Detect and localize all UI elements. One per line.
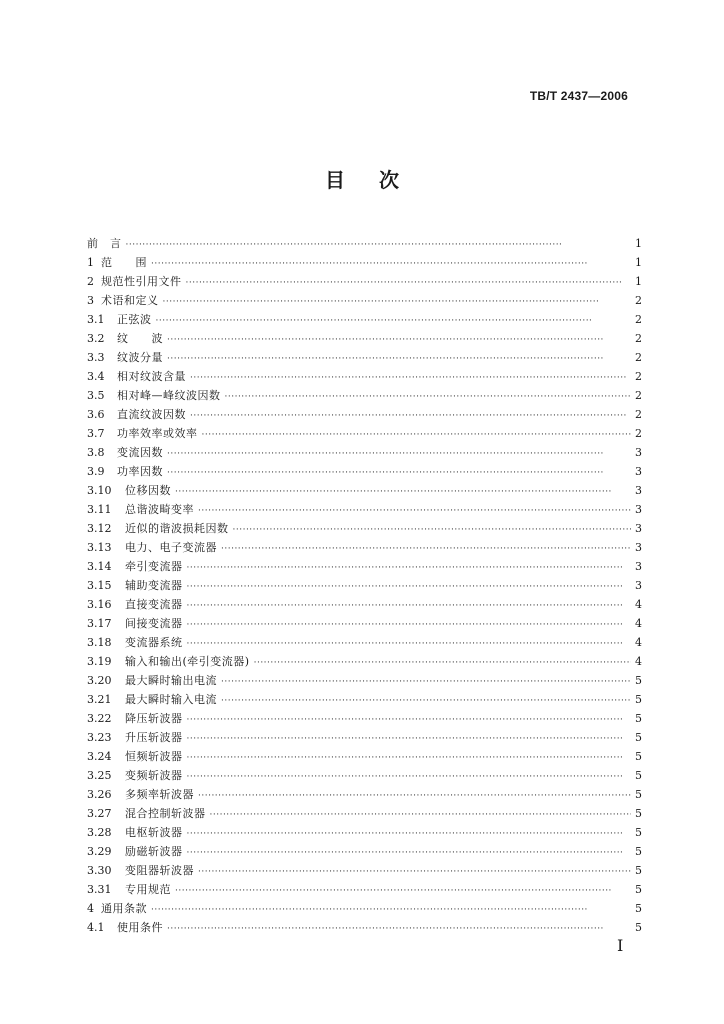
toc-entry-label: 牵引变流器 (125, 560, 183, 573)
toc-entry-label: 电力、电子变流器 (125, 541, 217, 554)
dot-leader (187, 844, 632, 863)
toc-entry-page: 5 (635, 921, 642, 934)
page-title (0, 164, 724, 193)
toc-entry[interactable] (87, 899, 642, 918)
toc-entry[interactable] (87, 633, 642, 652)
table-of-contents (87, 234, 642, 937)
toc-entry-label: 恒频斩波器 (125, 750, 183, 763)
toc-entry[interactable] (87, 804, 642, 823)
toc-entry-page: 5 (635, 902, 642, 915)
toc-entry-label: 相对峰—峰纹波因数 (117, 389, 221, 402)
toc-entry[interactable] (87, 766, 642, 785)
toc-entry[interactable] (87, 329, 642, 348)
dot-leader (167, 445, 631, 464)
toc-entry-label: 变流因数 (117, 446, 163, 459)
dot-leader (186, 274, 632, 293)
toc-entry-label: 前 言 (87, 237, 122, 250)
toc-entry-number: 3.10 (87, 484, 112, 497)
toc-entry-page: 4 (635, 655, 642, 668)
toc-entry-number: 1 (87, 256, 94, 269)
dot-leader (221, 692, 631, 711)
dot-leader (233, 521, 632, 540)
toc-entry-page: 3 (635, 541, 642, 554)
toc-entry-number: 3.17 (87, 617, 112, 630)
toc-entry-page: 5 (635, 845, 642, 858)
toc-entry-number: 3.5 (87, 389, 105, 402)
toc-entry-page: 2 (635, 294, 642, 307)
toc-entry-number: 3.22 (87, 712, 112, 725)
toc-entry-number: 3.2 (87, 332, 105, 345)
dot-leader (198, 502, 631, 521)
toc-entry-label: 近似的谐波损耗因数 (125, 522, 229, 535)
toc-entry-page: 5 (635, 769, 642, 782)
toc-entry[interactable] (87, 443, 642, 462)
dot-leader (187, 635, 632, 654)
dot-leader (187, 749, 632, 768)
toc-entry[interactable] (87, 348, 642, 367)
toc-entry-page: 2 (635, 313, 642, 326)
dot-leader (225, 388, 632, 407)
toc-entry-number: 3.29 (87, 845, 112, 858)
toc-entry-number: 3.31 (87, 883, 112, 896)
dot-leader (175, 882, 631, 901)
toc-entry-page: 1 (635, 237, 642, 250)
toc-entry-number: 3.18 (87, 636, 112, 649)
toc-entry-page: 2 (635, 351, 642, 364)
toc-entry-page: 3 (635, 503, 642, 516)
toc-entry[interactable] (87, 481, 642, 500)
toc-entry-page: 3 (635, 446, 642, 459)
toc-entry-number: 3.14 (87, 560, 112, 573)
dot-leader (187, 730, 632, 749)
title-char: 目 (325, 168, 345, 192)
toc-entry-label: 最大瞬时输出电流 (125, 674, 217, 687)
dot-leader (190, 407, 631, 426)
toc-entry-label: 功率因数 (117, 465, 163, 478)
toc-entry[interactable] (87, 367, 642, 386)
toc-entry-number: 3.9 (87, 465, 105, 478)
toc-entry-label: 纹 波 (117, 332, 163, 345)
toc-entry-number: 3.23 (87, 731, 112, 744)
toc-entry[interactable] (87, 671, 642, 690)
toc-entry[interactable] (87, 690, 642, 709)
toc-entry-label: 专用规范 (125, 883, 171, 896)
toc-entry-number: 3.1 (87, 313, 105, 326)
toc-entry[interactable] (87, 614, 642, 633)
toc-entry-page: 1 (635, 256, 642, 269)
dot-leader (167, 464, 631, 483)
dot-leader (221, 540, 631, 559)
toc-entry[interactable] (87, 823, 642, 842)
dot-leader (151, 255, 631, 274)
dot-leader (175, 483, 631, 502)
dot-leader (167, 920, 631, 939)
toc-entry-number: 3.25 (87, 769, 112, 782)
toc-entry-page: 5 (635, 712, 642, 725)
title-char: 次 (379, 168, 399, 192)
toc-entry-number: 3.19 (87, 655, 112, 668)
dot-leader (202, 426, 632, 445)
toc-entry[interactable] (87, 538, 642, 557)
standard-code: TB/T 2437—2006 (529, 89, 628, 103)
toc-entry[interactable] (87, 709, 642, 728)
toc-entry-label: 励磁斩波器 (125, 845, 183, 858)
toc-entry[interactable] (87, 918, 642, 937)
toc-entry-number: 3.30 (87, 864, 112, 877)
dot-leader (156, 312, 632, 331)
toc-entry[interactable] (87, 424, 642, 443)
toc-entry-page: 5 (635, 788, 642, 801)
toc-entry-page: 5 (635, 826, 642, 839)
toc-entry-page: 4 (635, 636, 642, 649)
toc-entry[interactable] (87, 785, 642, 804)
toc-entry[interactable] (87, 291, 642, 310)
dot-leader (187, 825, 632, 844)
toc-entry-label: 规范性引用文件 (101, 275, 182, 288)
toc-entry-label: 通用条款 (101, 902, 147, 915)
toc-entry[interactable] (87, 861, 642, 880)
toc-entry[interactable] (87, 747, 642, 766)
toc-entry-page: 2 (635, 332, 642, 345)
toc-entry-label: 输入和输出(牵引变流器) (125, 655, 250, 668)
toc-entry-label: 位移因数 (125, 484, 171, 497)
dot-leader (187, 711, 632, 730)
toc-entry-number: 2 (87, 275, 94, 288)
toc-entry-number: 3.26 (87, 788, 112, 801)
toc-entry-label: 正弦波 (117, 313, 152, 326)
toc-entry-page: 1 (635, 275, 642, 288)
toc-entry-number: 3.21 (87, 693, 112, 706)
toc-entry[interactable] (87, 253, 642, 272)
toc-entry-number: 3.13 (87, 541, 112, 554)
dot-leader (167, 331, 631, 350)
dot-leader (190, 369, 631, 388)
toc-entry-label: 使用条件 (117, 921, 163, 934)
toc-entry-page: 3 (635, 579, 642, 592)
toc-entry-label: 间接变流器 (125, 617, 183, 630)
dot-leader (198, 787, 631, 806)
toc-entry-page: 2 (635, 389, 642, 402)
toc-entry-page: 5 (635, 883, 642, 896)
toc-entry-page: 3 (635, 522, 642, 535)
toc-entry-page: 2 (635, 370, 642, 383)
toc-entry-label: 功率效率或效率 (117, 427, 198, 440)
toc-entry-page: 5 (635, 674, 642, 687)
dot-leader (187, 559, 632, 578)
toc-entry-number: 3.28 (87, 826, 112, 839)
toc-entry[interactable] (87, 462, 642, 481)
toc-entry-label: 混合控制斩波器 (125, 807, 206, 820)
toc-entry-number: 3.27 (87, 807, 112, 820)
toc-entry-number: 4.1 (87, 921, 105, 934)
dot-leader (198, 863, 631, 882)
toc-entry[interactable] (87, 728, 642, 747)
toc-entry-label: 降压斩波器 (125, 712, 183, 725)
dot-leader (163, 293, 632, 312)
toc-entry[interactable] (87, 272, 642, 291)
toc-entry-number: 3.3 (87, 351, 105, 364)
toc-entry-page: 5 (635, 693, 642, 706)
toc-entry[interactable] (87, 519, 642, 538)
toc-entry[interactable] (87, 557, 642, 576)
toc-entry-number: 3.16 (87, 598, 112, 611)
toc-entry-number: 3.24 (87, 750, 112, 763)
toc-entry-label: 升压斩波器 (125, 731, 183, 744)
toc-entry-number: 4 (87, 902, 94, 915)
toc-entry-label: 变流器系统 (125, 636, 183, 649)
toc-entry-number: 3.20 (87, 674, 112, 687)
dot-leader (187, 616, 632, 635)
toc-entry-number: 3.11 (87, 503, 112, 516)
toc-entry-label: 总谐波畸变率 (125, 503, 194, 516)
dot-leader (187, 578, 632, 597)
toc-entry-page: 5 (635, 807, 642, 820)
toc-entry-number: 3.12 (87, 522, 112, 535)
toc-entry-page: 3 (635, 484, 642, 497)
dot-leader (221, 673, 631, 692)
toc-entry-label: 电枢斩波器 (125, 826, 183, 839)
dot-leader (254, 654, 631, 673)
toc-entry-label: 范 围 (101, 256, 147, 269)
toc-entry-page: 4 (635, 598, 642, 611)
toc-entry-label: 纹波分量 (117, 351, 163, 364)
toc-entry-label: 变阻器斩波器 (125, 864, 194, 877)
toc-entry-page: 2 (635, 408, 642, 421)
dot-leader (187, 768, 632, 787)
dot-leader (167, 350, 631, 369)
toc-entry-number: 3.15 (87, 579, 112, 592)
toc-entry-label: 直接变流器 (125, 598, 183, 611)
toc-entry-label: 直流纹波因数 (117, 408, 186, 421)
dot-leader (187, 597, 632, 616)
toc-entry-number: 3 (87, 294, 94, 307)
dot-leader (151, 901, 631, 920)
toc-entry-page: 5 (635, 864, 642, 877)
toc-entry-page: 2 (635, 427, 642, 440)
toc-entry[interactable] (87, 386, 642, 405)
toc-entry-number: 3.7 (87, 427, 105, 440)
toc-entry[interactable] (87, 234, 642, 253)
toc-entry-label: 辅助变流器 (125, 579, 183, 592)
toc-entry-page: 3 (635, 465, 642, 478)
toc-entry-label: 最大瞬时输入电流 (125, 693, 217, 706)
toc-entry[interactable] (87, 310, 642, 329)
toc-entry[interactable] (87, 595, 642, 614)
toc-entry-label: 多频率斩波器 (125, 788, 194, 801)
toc-entry-page: 5 (635, 750, 642, 763)
page-number: I (617, 936, 624, 955)
toc-entry-label: 术语和定义 (101, 294, 159, 307)
toc-entry-label: 相对纹波含量 (117, 370, 186, 383)
toc-entry-label: 变频斩波器 (125, 769, 183, 782)
dot-leader (126, 236, 632, 255)
toc-entry[interactable] (87, 500, 642, 519)
toc-entry-page: 4 (635, 617, 642, 630)
toc-entry[interactable] (87, 405, 642, 424)
toc-entry-page: 5 (635, 731, 642, 744)
toc-entry[interactable] (87, 842, 642, 861)
toc-entry-number: 3.8 (87, 446, 105, 459)
toc-entry-number: 3.6 (87, 408, 105, 421)
toc-entry-page: 3 (635, 560, 642, 573)
toc-entry[interactable] (87, 652, 642, 671)
toc-entry-number: 3.4 (87, 370, 105, 383)
toc-entry[interactable] (87, 880, 642, 899)
toc-entry[interactable] (87, 576, 642, 595)
dot-leader (210, 806, 632, 825)
